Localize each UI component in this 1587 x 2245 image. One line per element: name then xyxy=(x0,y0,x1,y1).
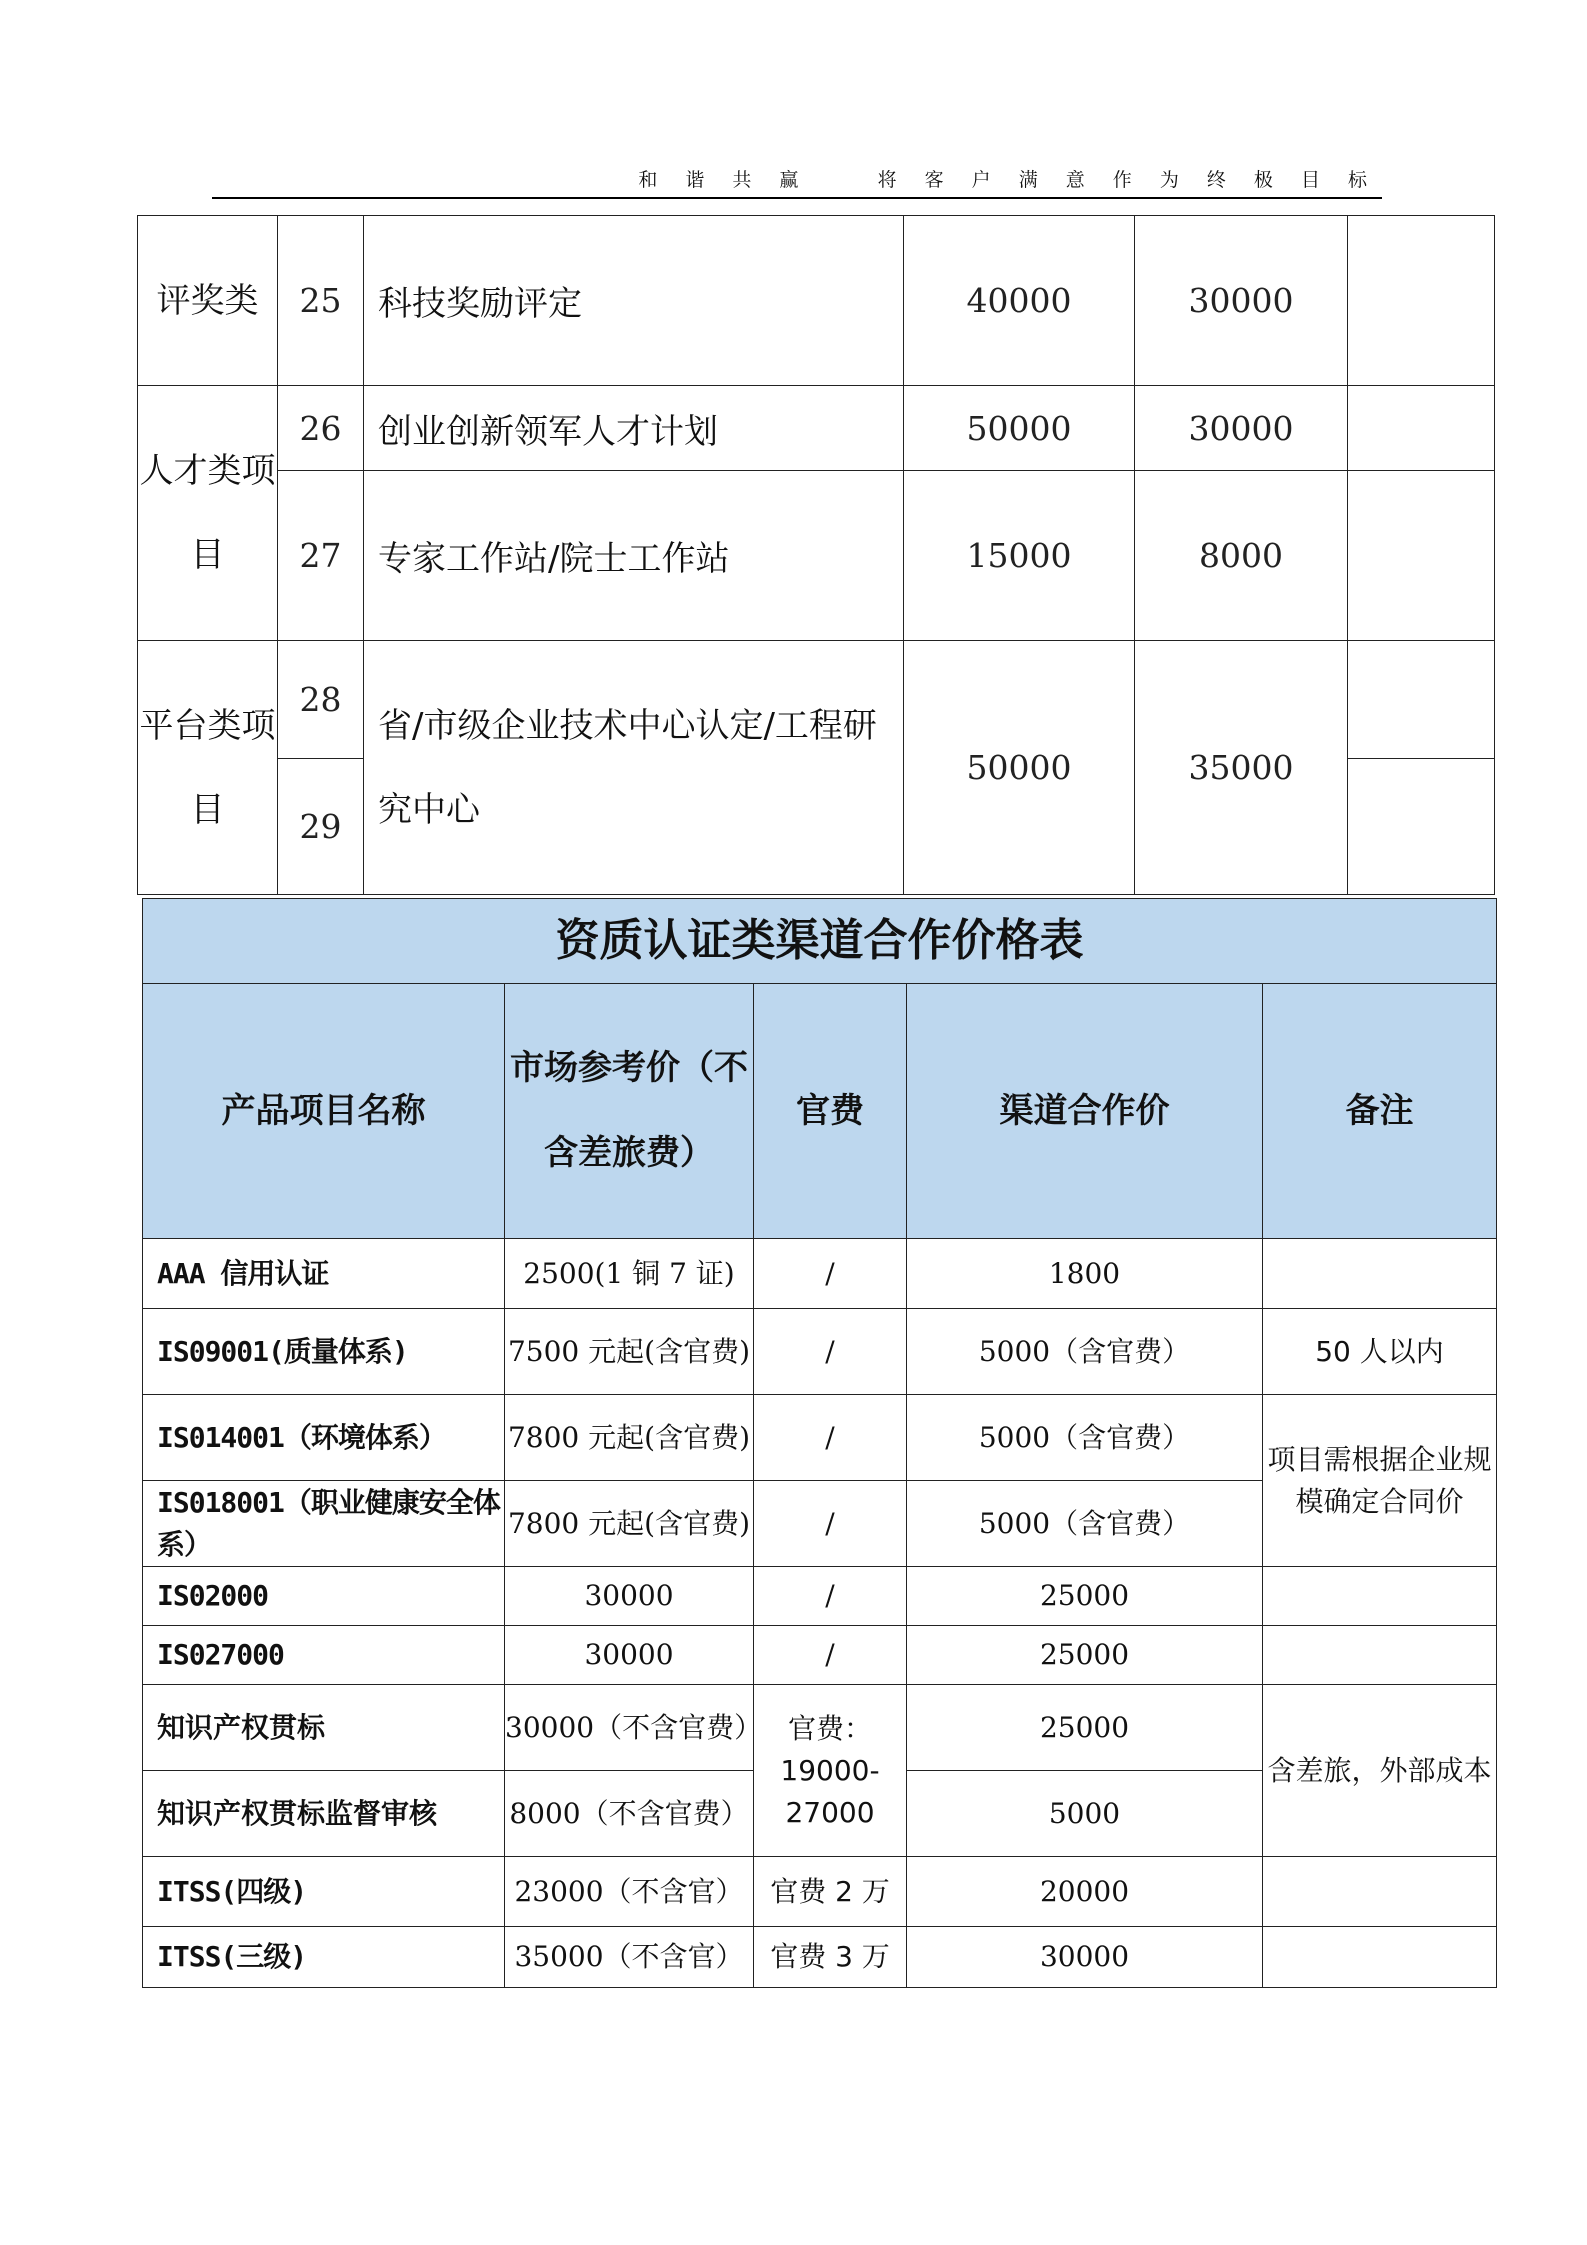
project-name: 创业创新领军人才计划 xyxy=(364,386,904,471)
channel-price: 5000（含官费） xyxy=(907,1309,1263,1395)
project-name: 省/市级企业技术中心认定/工程研究中心 xyxy=(364,641,904,895)
header-product: 产品项目名称 xyxy=(143,984,505,1239)
page-header xyxy=(212,163,1382,199)
product-name: IS014001（环境体系） xyxy=(143,1395,505,1481)
market-price: 50000 xyxy=(904,386,1135,471)
note-cell: 含差旅，外部成本 xyxy=(1263,1685,1497,1857)
product-name: AAA 信用认证 xyxy=(143,1239,505,1309)
table-row xyxy=(143,1395,1497,1481)
channel-price: 25000 xyxy=(907,1567,1263,1626)
category-cell: 平台类项目 xyxy=(138,641,278,895)
market-price: 8000（不含官费） xyxy=(505,1771,754,1857)
category-cell: 人才类项目 xyxy=(138,386,278,641)
row-number: 25 xyxy=(278,216,364,386)
project-price-table xyxy=(137,215,1495,895)
header-note: 备注 xyxy=(1263,984,1497,1239)
table-row xyxy=(143,1857,1497,1927)
table-row xyxy=(143,1567,1497,1626)
header-slogan: 和 谐 共 赢 将 客 户 满 意 作 为 终 极 目 标 xyxy=(638,169,1378,191)
market-price: 30000（不含官费） xyxy=(505,1685,754,1771)
header-official-fee: 官费 xyxy=(754,984,907,1239)
official-fee: 官费 2 万 xyxy=(754,1857,907,1927)
table-row xyxy=(138,471,1495,641)
market-price: 50000 xyxy=(904,641,1135,895)
note-cell xyxy=(1263,1857,1497,1927)
channel-price: 25000 xyxy=(907,1626,1263,1685)
header-channel-price: 渠道合作价 xyxy=(907,984,1263,1239)
channel-price: 5000 xyxy=(907,1771,1263,1857)
official-fee: 官费：19000-27000 xyxy=(754,1685,907,1857)
note-cell xyxy=(1348,386,1495,471)
table-row xyxy=(143,1309,1497,1395)
market-price: 15000 xyxy=(904,471,1135,641)
row-number: 28 xyxy=(278,641,364,759)
table-title: 资质认证类渠道合作价格表 xyxy=(143,899,1497,984)
row-number: 27 xyxy=(278,471,364,641)
table-row xyxy=(138,386,1495,471)
market-price: 40000 xyxy=(904,216,1135,386)
project-name: 专家工作站/院士工作站 xyxy=(364,471,904,641)
note-cell: 项目需根据企业规模确定合同价 xyxy=(1263,1395,1497,1567)
channel-price: 1800 xyxy=(907,1239,1263,1309)
row-number: 26 xyxy=(278,386,364,471)
category-cell: 评奖类 xyxy=(138,216,278,386)
note-cell: 50 人以内 xyxy=(1263,1309,1497,1395)
official-fee: / xyxy=(754,1626,907,1685)
official-fee: / xyxy=(754,1567,907,1626)
market-price: 2500(1 铜 7 证) xyxy=(505,1239,754,1309)
project-name: 科技奖励评定 xyxy=(364,216,904,386)
note-cell xyxy=(1348,216,1495,386)
market-price: 30000 xyxy=(505,1626,754,1685)
product-name: IS02000 xyxy=(143,1567,505,1626)
market-price: 7800 元起(含官费) xyxy=(505,1481,754,1567)
table-header-row xyxy=(143,984,1497,1239)
product-name: IS018001（职业健康安全体系） xyxy=(143,1481,505,1567)
market-price: 35000（不含官） xyxy=(505,1927,754,1988)
market-price: 23000（不含官） xyxy=(505,1857,754,1927)
channel-price: 5000（含官费） xyxy=(907,1395,1263,1481)
table-row xyxy=(138,216,1495,386)
channel-price: 8000 xyxy=(1135,471,1348,641)
official-fee: 官费 3 万 xyxy=(754,1927,907,1988)
channel-price: 35000 xyxy=(1135,641,1348,895)
note-cell xyxy=(1263,1239,1497,1309)
note-cell xyxy=(1348,471,1495,641)
header-market-price: 市场参考价（不含差旅费） xyxy=(505,984,754,1239)
official-fee: / xyxy=(754,1239,907,1309)
table-row xyxy=(143,1927,1497,1988)
note-cell xyxy=(1348,759,1495,895)
channel-price: 20000 xyxy=(907,1857,1263,1927)
note-cell xyxy=(1263,1626,1497,1685)
official-fee: / xyxy=(754,1395,907,1481)
table-title-row xyxy=(143,899,1497,984)
table-row xyxy=(143,1685,1497,1771)
product-name: ITSS(三级) xyxy=(143,1927,505,1988)
channel-price: 30000 xyxy=(907,1927,1263,1988)
note-cell xyxy=(1348,641,1495,759)
table-row xyxy=(143,1239,1497,1309)
row-number: 29 xyxy=(278,759,364,895)
note-cell xyxy=(1263,1567,1497,1626)
table-row xyxy=(138,641,1495,759)
market-price: 30000 xyxy=(505,1567,754,1626)
cert-price-table xyxy=(142,898,1497,1988)
channel-price: 5000（含官费） xyxy=(907,1481,1263,1567)
table-row xyxy=(143,1626,1497,1685)
product-name: IS09001(质量体系) xyxy=(143,1309,505,1395)
official-fee: / xyxy=(754,1481,907,1567)
market-price: 7800 元起(含官费) xyxy=(505,1395,754,1481)
product-name: 知识产权贯标监督审核 xyxy=(143,1771,505,1857)
channel-price: 30000 xyxy=(1135,386,1348,471)
note-cell xyxy=(1263,1927,1497,1988)
market-price: 7500 元起(含官费) xyxy=(505,1309,754,1395)
product-name: IS027000 xyxy=(143,1626,505,1685)
channel-price: 25000 xyxy=(907,1685,1263,1771)
official-fee: / xyxy=(754,1309,907,1395)
channel-price: 30000 xyxy=(1135,216,1348,386)
product-name: 知识产权贯标 xyxy=(143,1685,505,1771)
product-name: ITSS(四级) xyxy=(143,1857,505,1927)
